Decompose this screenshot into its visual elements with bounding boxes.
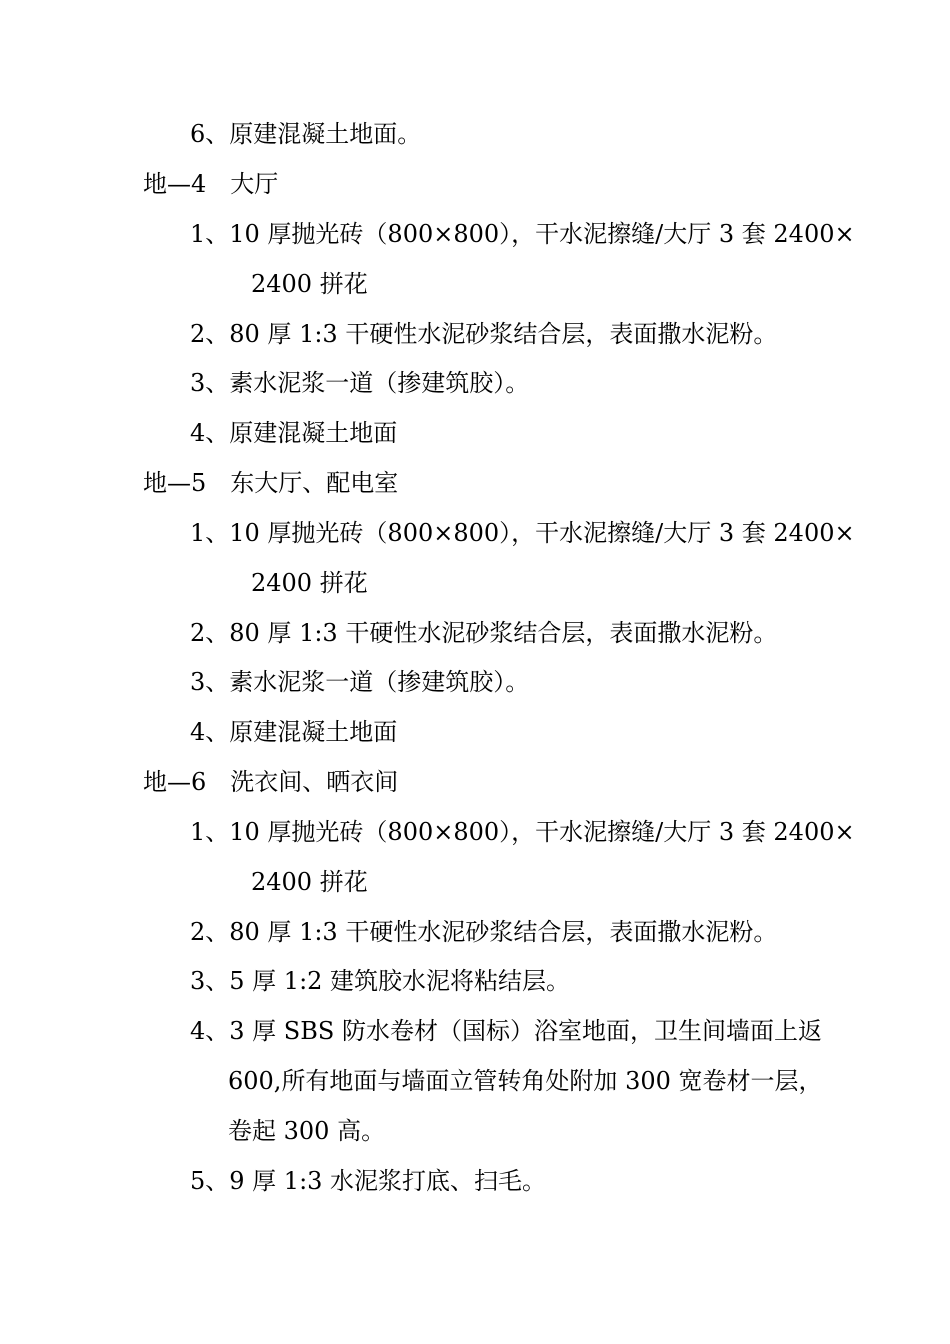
- list-item: 3、素水泥浆一道（掺建筑胶）。: [190, 668, 530, 696]
- list-item-continuation: 2400 拼花: [251, 868, 368, 896]
- list-item: 2、80 厚 1:3 干硬性水泥砂浆结合层，表面撒水泥粉。: [190, 320, 778, 348]
- list-item: 4、原建混凝土地面: [190, 718, 398, 746]
- list-item: 4、3 厚 SBS 防水卷材（国标）浴室地面，卫生间墙面上返: [190, 1017, 822, 1045]
- list-item: 5、9 厚 1:3 水泥浆打底、扫毛。: [190, 1167, 547, 1195]
- list-item: 6、原建混凝土地面。: [190, 120, 422, 148]
- list-item: 1、10 厚抛光砖（800×800），干水泥擦缝/大厅 3 套 2400×: [190, 519, 855, 547]
- list-item: 2、80 厚 1:3 干硬性水泥砂浆结合层，表面撒水泥粉。: [190, 619, 778, 647]
- list-item-continuation: 卷起 300 高。: [228, 1117, 386, 1145]
- section-heading-floor-6: 地—6 洗衣间、晒衣间: [143, 768, 399, 796]
- list-item: 3、5 厚 1:2 建筑胶水泥将粘结层。: [190, 967, 571, 995]
- list-item-continuation: 600,所有地面与墙面立管转角处附加 300 宽卷材一层，: [228, 1067, 823, 1095]
- list-item-continuation: 2400 拼花: [251, 569, 368, 597]
- list-item: 3、素水泥浆一道（掺建筑胶）。: [190, 369, 530, 397]
- list-item: 4、原建混凝土地面: [190, 419, 398, 447]
- section-heading-floor-4: 地—4 大厅: [143, 170, 279, 198]
- section-heading-floor-5: 地—5 东大厅、配电室: [143, 469, 399, 497]
- list-item: 2、80 厚 1:3 干硬性水泥砂浆结合层，表面撒水泥粉。: [190, 918, 778, 946]
- list-item-continuation: 2400 拼花: [251, 270, 368, 298]
- list-item: 1、10 厚抛光砖（800×800），干水泥擦缝/大厅 3 套 2400×: [190, 220, 855, 248]
- list-item: 1、10 厚抛光砖（800×800），干水泥擦缝/大厅 3 套 2400×: [190, 818, 855, 846]
